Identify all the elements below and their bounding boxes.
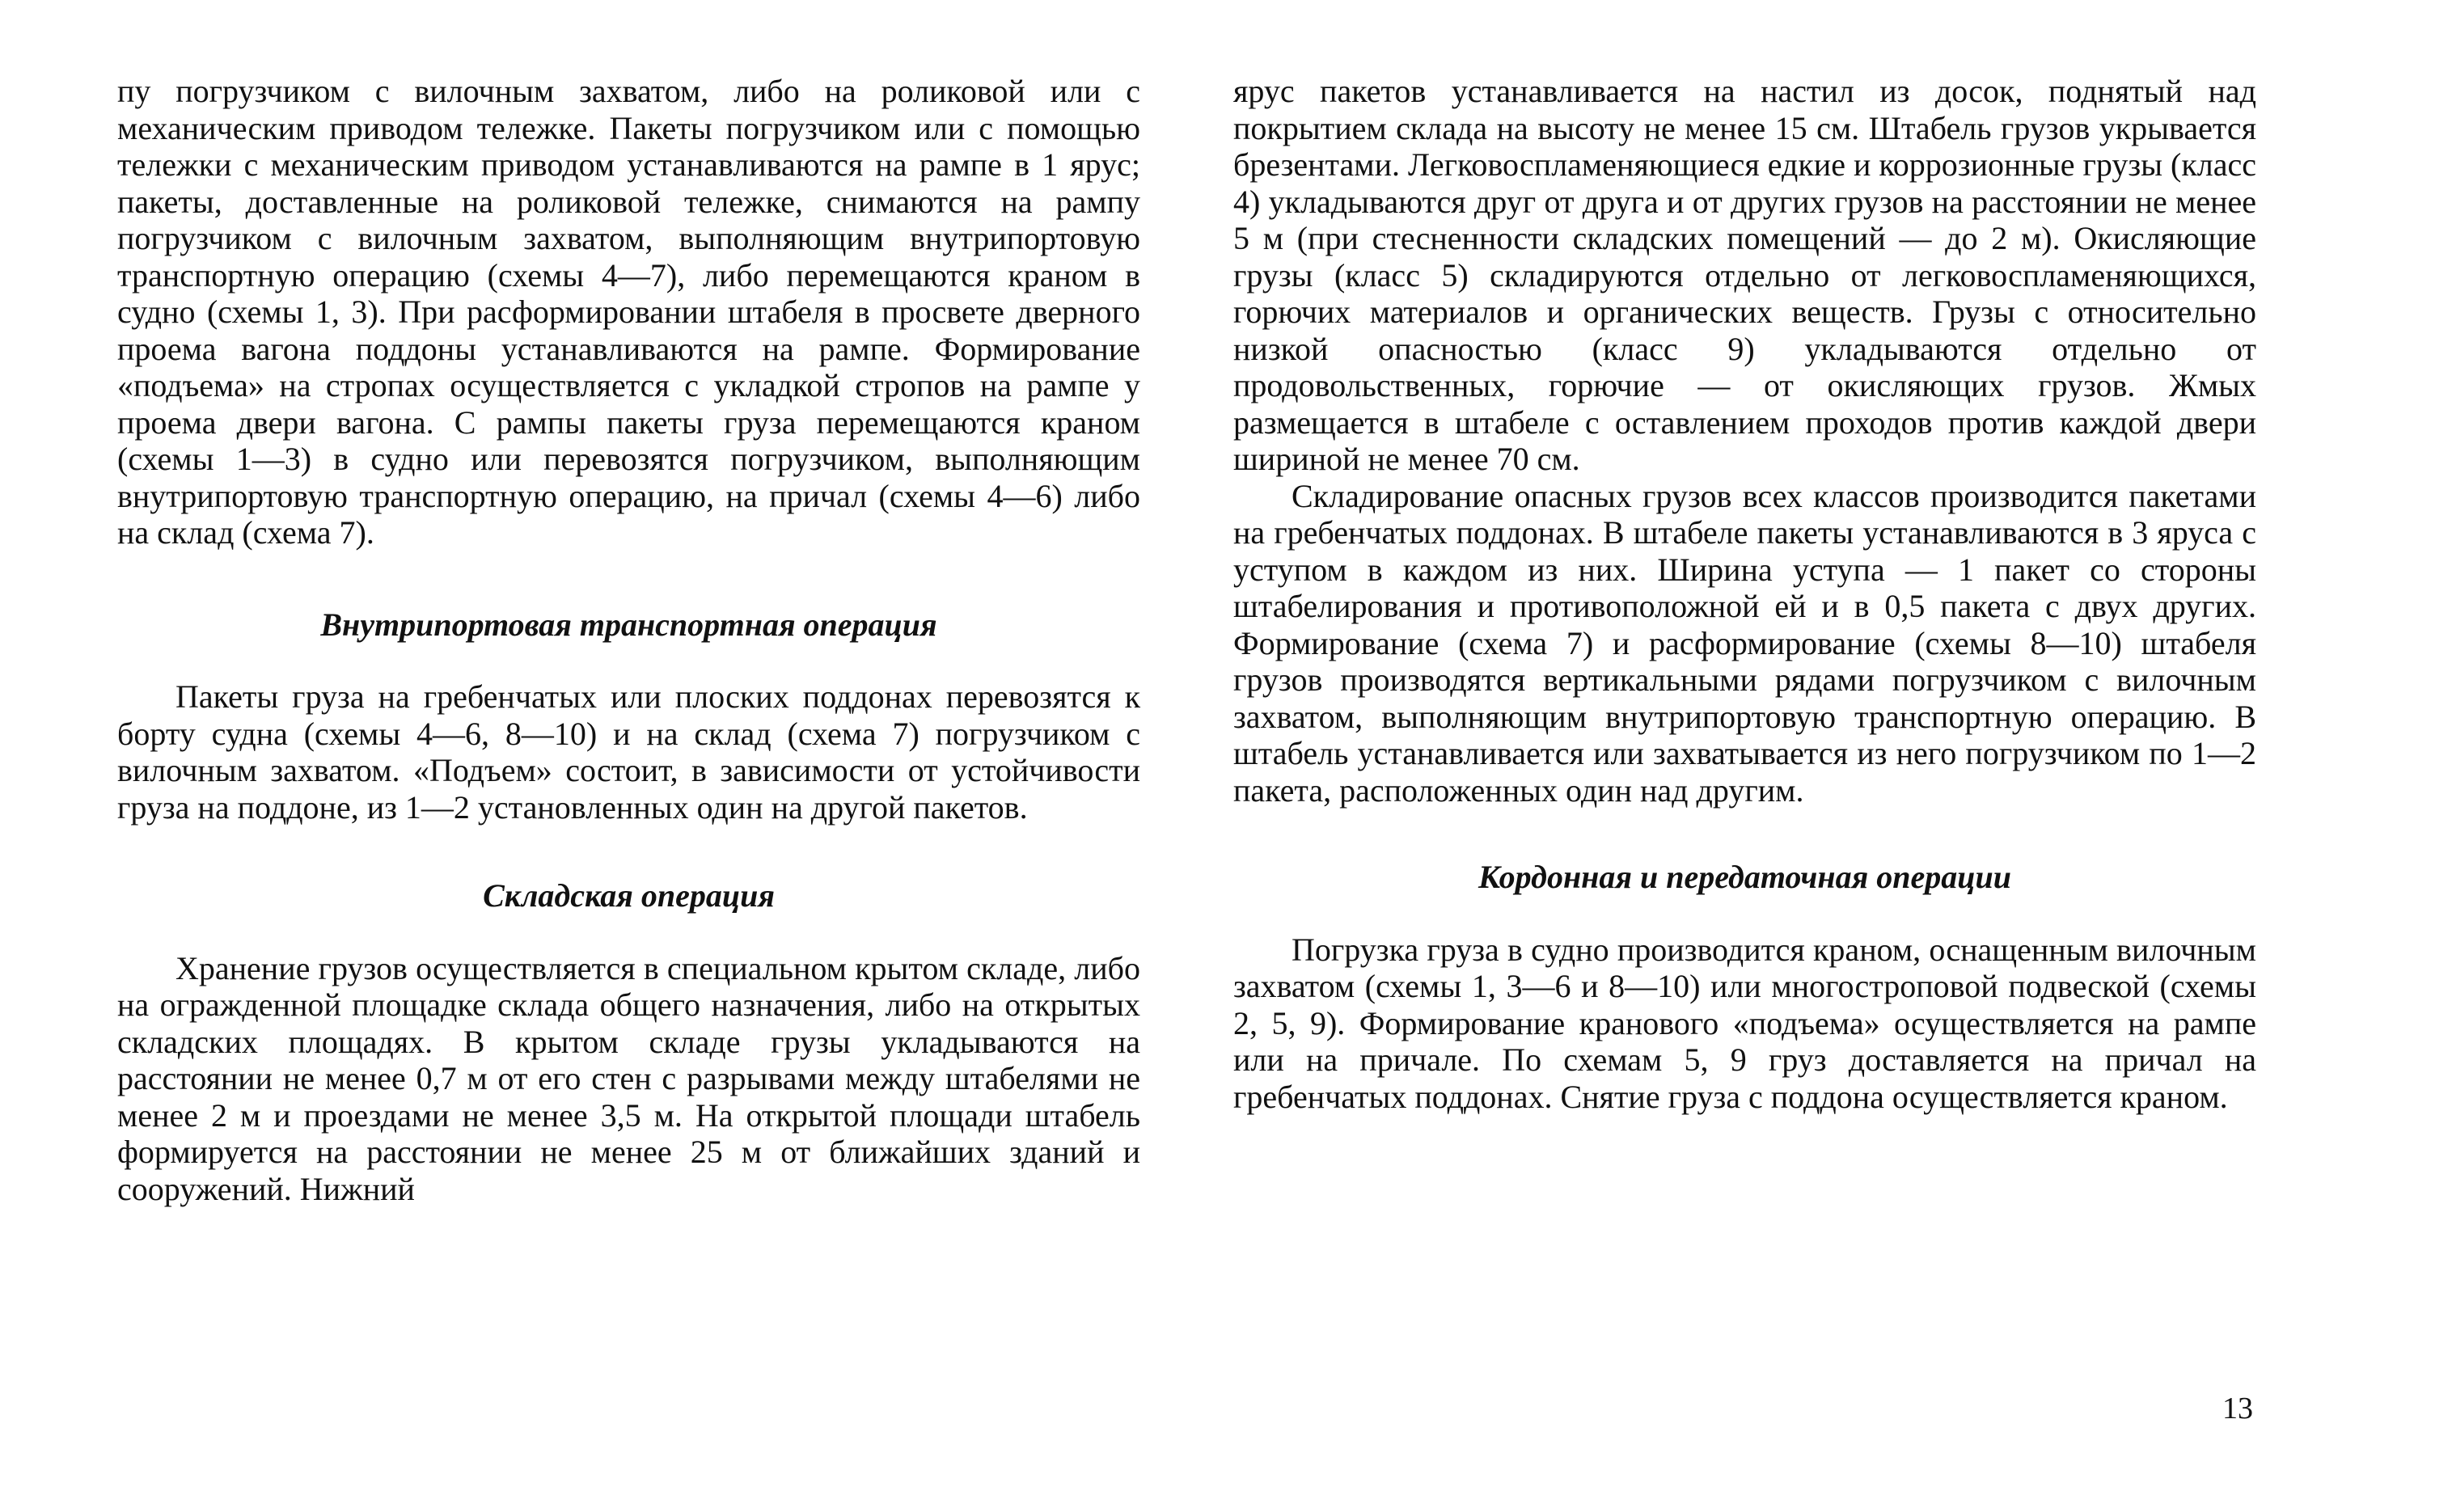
- heading-warehouse-operation: Складская операция: [483, 877, 775, 914]
- left-paragraph-3: Хранение грузов осуществляется в специальном крытом складе, либо на огражденной площадке склада общего назначения, либо на открытых складских площадях. В крытом складе грузы укладываются на расстоянии не менее 0,7 м от его стен с разрывами между штабелями не менее 2 м и проездами не менее 3,5 м. На открытой площади штабель формируется на расстоянии не менее 25 м от ближайших зданий и сооружений. Нижний: [117, 949, 1140, 1207]
- heading-intraport-transport: Внутрипортовая транспортная операция: [320, 606, 937, 643]
- right-paragraph-2: Складирование опасных грузов всех классов производится пакетами на гребенчатых поддонах. В штабеле пакеты устанавливаются в 3 яруса с уступом в каждом из них. Ширина уступа — 1 пакет со стороны штабелирования и противоположной ей и в 0,5 пакета с двух других. Формирование (схема 7) и расформирование (схемы 8—10) штабеля грузов производятся вертикальными рядами погрузчиком с вилочным захватом, выполняющим внутрипортовую транспортную операцию. В штабель устанавливается или захватывается из него погрузчиком по 1—2 пакета, расположенных один над другим.: [1233, 477, 2256, 809]
- heading-cordon-transfer: Кордонная и передаточная операции: [1478, 859, 2011, 895]
- left-column: [117, 73, 1140, 1207]
- right-column: [1233, 73, 2256, 1115]
- right-paragraph-1: ярус пакетов устанавливается на настил из досок, поднятый над покрытием склада на высоту не менее 15 см. Штабель грузов укрывается брезентами. Легковоспламеняющиеся едкие и коррозионные грузы (класс 4) укладываются друг от друга и от других грузов на расстоянии не менее 5 м (при стесненности складских помещений — до 2 м). Окисляющие грузы (класс 5) складируются отдельно от легковоспламеняющихся, горючих материалов и органических веществ. Грузы с относительно низкой опасностью (класс 9) укладываются отдельно от продовольственных, горючие — от окисляющих грузов. Жмых размещается в штабеле с оставлением проходов против каждой двери шириной не менее 70 см.: [1233, 73, 2256, 477]
- page-number: 13: [2222, 1392, 2253, 1425]
- left-paragraph-1: пу погрузчиком с вилочным захватом, либо на роликовой или с механическим приводом тележке. Пакеты погрузчиком или с помощью тележки с механическим приводом устанавливаются на рампе в 1 ярус; пакеты, доставленные на роликовой тележке, снимаются на рампу погрузчиком с вилочным захватом, выполняющим внутрипортовую транспортную операцию (схемы 4—7), либо перемещаются краном в судно (схемы 1, 3). При расформировании штабеля в просвете дверного проема вагона поддоны устанавливаются на рампе. Формирование «подъема» на стропах осуществляется с укладкой стропов на рампе у проема двери вагона. С рампы пакеты груза перемещаются краном (схемы 1—3) в судно или перевозятся погрузчиком, выполняющим внутрипортовую транспортную операцию, на причал (схемы 4—6) либо на склад (схема 7).: [117, 73, 1140, 551]
- left-paragraph-2: Пакеты груза на гребенчатых или плоских поддонах перевозятся к борту судна (схемы 4—6, 8—10) и на склад (схема 7) погрузчиком с вилочным захватом. «Подъем» состоит, в зависимости от устойчивости груза на поддоне, из 1—2 установленных один на другой пакетов.: [117, 678, 1140, 826]
- right-paragraph-3: Погрузка груза в судно производится краном, оснащенным вилочным захватом (схемы 1, 3—6 и 8—10) или многостроповой подвеской (схемы 2, 5, 9). Формирование кранового «подъема» осуществляется на рампе или на причале. По схемам 5, 9 груз доставляется на причал на гребенчатых поддонах. Снятие груза с поддона осуществляется краном.: [1233, 931, 2256, 1115]
